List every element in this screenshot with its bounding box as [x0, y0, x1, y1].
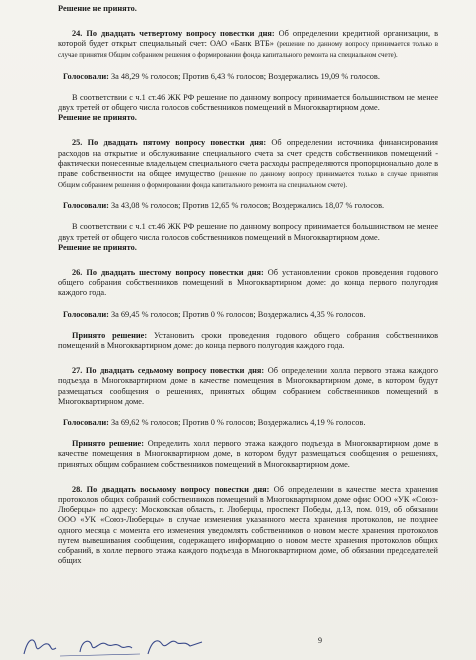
document-body: [58, 4, 438, 566]
q28-text: Об определении в качестве места хранения протоколов общих собраний собственников помещений в Многоквартирном доме офис ООО «УК «Союз-Люберцы» по адресу: Московская область, г. Люберцы, проспект Победы, д.13, пом. 019, об обязании ООО «УК «Союз-Люберцы» в случае изменения указанного места хранения протоколов, не позднее одного месяца с момента его изменения уведомлять собственников о новом месте хранения протоколов путем вывешивания сообщения, содержащего информацию о новом месте хранения протоколов общих собраний, в холле первого этажа каждого подъезда в Многоквартирном доме, об обязании председателей общих: [58, 484, 438, 566]
q24-paragraph: [58, 29, 438, 60]
q26-lead: 26. По двадцать шестому вопросу повестки дня:: [72, 268, 264, 278]
q23-decision: Решение не принято.: [58, 4, 137, 13]
q27-decision-label: Принято решение:: [72, 439, 144, 449]
q26-decision-label: Принято решение:: [72, 330, 148, 340]
q26-text: Об установлении сроков проведения годового общего собрания собственников помещений в Многоквартирном доме: до конца первого полугодия каждого года.: [58, 268, 438, 298]
q24-voted-text: За 48,29 % голосов; Против 6,43 % голосов; Воздержались 19,09 % голосов.: [108, 71, 380, 81]
q26-decision: [58, 331, 438, 351]
q27-voted-label: Голосовали:: [63, 418, 109, 428]
q26-votes: [58, 310, 438, 320]
q25-lead: 25. По двадцать пятому вопросу повестки дня:: [72, 138, 267, 148]
q25-voted-text: За 43,08 % голосов; Против 12,65 % голосов; Воздержались 18,07 % голосов.: [108, 201, 385, 211]
page-number: 9: [318, 636, 322, 645]
q25-votes: [58, 201, 438, 211]
q24-votes: [58, 72, 438, 82]
q26-voted-text: За 69,45 % голосов; Против 0 % голосов; Воздержались 4,35 % голосов.: [108, 309, 366, 319]
q25-note: (решение по данному вопросу принимается только в случае принятия Общим собранием решения о формировании фонда капитального ремонта на специальном счете).: [58, 171, 438, 189]
q24-text: Об определении кредитной организации, в которой будет открыт специальный счет: ОАО «Банк ВТБ»: [58, 29, 439, 49]
q26-voted-label: Голосовали:: [63, 309, 109, 319]
q25-voted-label: Голосовали:: [63, 201, 109, 211]
q24-voted-label: Голосовали:: [63, 71, 109, 81]
q27-text: Об определении холла первого этажа каждого подъезда в Многоквартирном доме в качестве помещения в Многоквартирном доме, в котором будут размещаться сообщения о решениях, принятых общим собранием собственников помещений в Многоквартирном доме.: [58, 366, 438, 406]
q27-voted-text: За 69,62 % голосов; Против 0 % голосов; Воздержались 4,19 % голосов.: [108, 418, 366, 428]
q28-paragraph: [58, 485, 438, 567]
q27-lead: 27. По двадцать седьмому вопросу повестки дня:: [72, 366, 265, 376]
q24-article: В соответствии с ч.1 ст.46 ЖК РФ решение по данному вопросу принимается большинством не менее двух третей от общего числа голосов собственников помещений в Многоквартирном доме.: [58, 92, 438, 112]
q25-text: Об определении источника финансирования расходов на открытие и обслуживание специального счета за счет средств собственников помещений - фактически понесенные владельцем специального счета расходы распределяются пропорционально доле в праве собственности на общее имущество: [58, 138, 438, 179]
q24-note: (решение по данному вопросу принимается только в случае принятия Общим собранием решения о формировании фонда капитального ремонта на специальном счете).: [58, 41, 438, 59]
q27-votes: [58, 418, 438, 428]
q24-decision: Решение не принято.: [58, 113, 137, 123]
q27-decision: [58, 439, 438, 470]
q24-lead: 24. По двадцать четвертому вопросу повестки дня:: [72, 29, 275, 39]
q25-decision: Решение не принято.: [58, 242, 137, 252]
q27-paragraph: [58, 366, 438, 407]
q26-paragraph: [58, 268, 438, 299]
q26-decision-text: Установить сроки проведения годового общего собрания собственников помещений в Многоквартирном доме: до конца первого полугодия каждого года.: [58, 330, 439, 351]
q27-decision-text: Определить холл первого этажа каждого подъезда в Многоквартирном доме в качестве помещения в Многоквартирном доме, в котором будут размещаться сообщения о решениях, принятых общим собранием собственников помещений в Многоквартирном доме.: [58, 439, 438, 469]
handwritten-signatures: [20, 634, 240, 658]
q25-article: В соответствии с ч.1 ст.46 ЖК РФ решение по данному вопросу принимается большинством не менее двух третей от общего числа голосов собственников помещений в Многоквартирном доме.: [58, 222, 438, 242]
q28-lead: 28. По двадцать восьмому вопросу повестки дня:: [72, 484, 270, 494]
q25-paragraph: [58, 138, 438, 190]
